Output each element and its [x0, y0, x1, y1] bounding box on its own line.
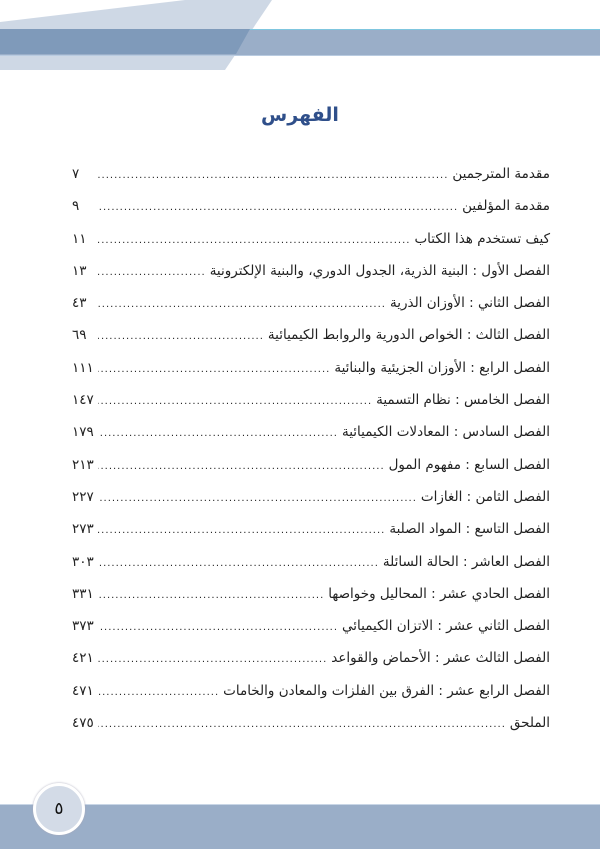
dot-leader — [98, 331, 264, 342]
toc-entry-page: ٢١٣ — [72, 456, 94, 473]
toc-entry-page: ١٤٧ — [72, 392, 94, 409]
toc-entry-title: الفصل الثاني عشر : الاتزان الكيميائي — [342, 618, 550, 635]
toc-entry[interactable] — [72, 521, 550, 553]
dot-leader — [98, 235, 410, 246]
toc-entry-page: ١٣ — [72, 262, 87, 279]
toc-entry-title: الفصل الخامس : نظام التسمية — [376, 392, 550, 409]
dot-leader — [98, 622, 338, 633]
dot-leader — [98, 558, 379, 569]
toc-entry-page: ٤٧٥ — [72, 715, 94, 732]
header-band-overlap — [0, 29, 250, 54]
dot-leader — [98, 719, 506, 730]
toc-entry[interactable] — [72, 231, 550, 263]
toc-entry-title: الفصل السابع : مفهوم المول — [388, 456, 550, 473]
toc-entry-page: ٤٢١ — [72, 650, 94, 667]
toc-entry-title: الفصل الرابع عشر : الفرق بين الفلزات والمعادن والخامات — [223, 682, 550, 699]
toc-entry[interactable] — [72, 554, 550, 586]
toc-entry-page: ٤٣ — [72, 295, 87, 312]
dot-leader — [98, 590, 324, 601]
toc-entry-page: ١١ — [72, 230, 87, 247]
toc-entry[interactable] — [72, 360, 550, 392]
toc-entry-page: ٦٩ — [72, 327, 87, 344]
toc-entry[interactable] — [72, 166, 550, 198]
toc-entry-page: ٩ — [72, 198, 80, 215]
toc-entry-title: مقدمة المترجمين — [452, 166, 550, 182]
toc-entry-title: الفصل السادس : المعادلات الكيميائية — [341, 424, 550, 441]
toc-entry-page: ٣٠٣ — [72, 553, 94, 570]
page-number: ٥ — [33, 783, 85, 835]
dot-leader — [98, 428, 338, 439]
toc-entry-page: ٣٧٣ — [72, 618, 94, 635]
toc-entry-page: ٢٧٣ — [72, 521, 94, 538]
toc-entry-page: ٢٢٧ — [72, 488, 94, 505]
page-title: الفهرس — [261, 104, 339, 126]
toc-entry-title: الفصل الرابع : الأوزان الجزيئية والبنائية — [334, 359, 550, 376]
toc-entry-title: الملحق — [509, 715, 550, 732]
toc-entry-page: ٣٣١ — [72, 585, 94, 602]
toc-entry-title: مقدمة المؤلفين — [462, 198, 550, 215]
toc-entry-title: كيف تستخدم هذا الكتاب — [414, 230, 550, 247]
toc-entry[interactable] — [72, 263, 550, 295]
toc-entry-title: الفصل التاسع : المواد الصلبة — [389, 521, 550, 538]
dot-leader — [98, 396, 372, 407]
dot-leader — [98, 202, 458, 213]
dot-leader — [98, 364, 330, 375]
toc-entry-page: ١٧٩ — [72, 424, 94, 441]
toc-entry-title: الفصل الثالث : الخواص الدورية والروابط الكيميائية — [267, 327, 550, 344]
toc-entry-title: الفصل الأول : البنية الذرية، الجدول الدوري، والبنية الإلكترونية — [209, 262, 550, 279]
dot-leader — [98, 299, 386, 310]
toc-entry[interactable] — [72, 618, 550, 650]
table-of-contents — [72, 166, 550, 747]
dot-leader — [98, 267, 206, 278]
dot-leader — [98, 525, 385, 536]
dot-leader — [98, 170, 448, 181]
dot-leader — [98, 687, 219, 698]
toc-entry-title: الفصل الثاني : الأوزان الذرية — [389, 295, 550, 312]
toc-entry-page: ٤٧١ — [72, 682, 94, 699]
toc-entry[interactable] — [72, 327, 550, 359]
dot-leader — [98, 654, 327, 665]
toc-entry[interactable] — [72, 650, 550, 682]
toc-entry-title: الفصل الثالث عشر : الأحماض والقواعد — [331, 650, 550, 667]
toc-entry[interactable] — [72, 457, 550, 489]
toc-entry[interactable] — [72, 295, 550, 327]
toc-entry[interactable] — [72, 489, 550, 521]
toc-entry-title: الفصل الحادي عشر : المحاليل وخواصها — [328, 585, 550, 602]
toc-entry-page: ١١١ — [72, 359, 94, 376]
dot-leader — [98, 493, 417, 504]
toc-entry-title: الفصل الثامن : الغازات — [420, 488, 550, 505]
toc-entry[interactable] — [72, 715, 550, 747]
toc-entry[interactable] — [72, 586, 550, 618]
toc-entry-title: الفصل العاشر : الحالة السائلة — [382, 553, 550, 570]
toc-entry[interactable] — [72, 198, 550, 230]
toc-entry[interactable] — [72, 683, 550, 715]
toc-entry[interactable] — [72, 424, 550, 456]
dot-leader — [98, 461, 385, 472]
toc-entry[interactable] — [72, 392, 550, 424]
toc-entry-page: ٧ — [72, 166, 80, 182]
footer-band — [0, 804, 600, 849]
